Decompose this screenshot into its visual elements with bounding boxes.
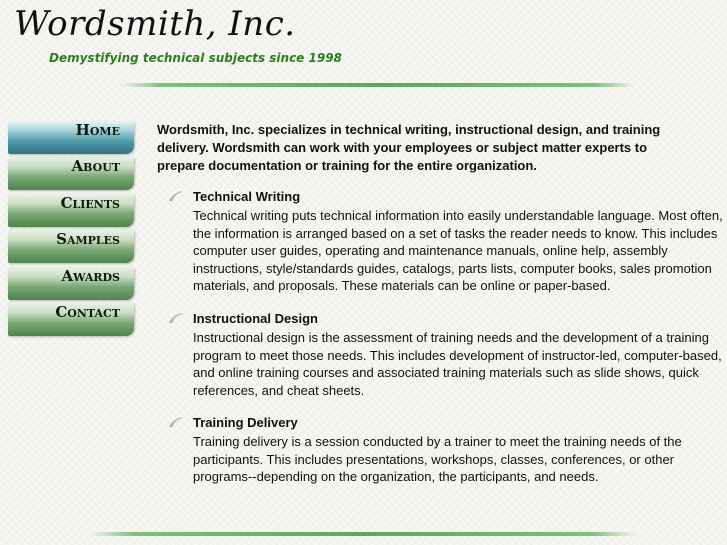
nav-awards-button[interactable] [8, 267, 134, 300]
service-title: Training Delivery [193, 415, 298, 430]
nav-home-label: Home [75, 121, 120, 139]
swoosh-bullet-icon [168, 312, 184, 324]
nav-about-button[interactable] [8, 157, 134, 190]
header-divider [120, 83, 636, 87]
footer-divider [90, 532, 636, 536]
nav-clients-button[interactable] [8, 194, 134, 227]
swoosh-bullet-icon [168, 190, 184, 202]
service-description: Training delivery is a session conducted by a trainer to meet the training needs of the participants. This includes presentations, workshops, classes, conferences, or other programs--depending on the organization, the participants, and needs. [193, 434, 682, 484]
service-description: Instructional design is the assessment of training needs and the development of a training program to meet those needs. This includes development of instructor-led, computer-based, and online training courses and associated training materials such as slide shows, quick references, and cheat sheets. [193, 330, 722, 398]
nav-samples-label: Samples [56, 230, 120, 249]
nav-about-label: About [71, 157, 120, 176]
nav-samples-button[interactable] [8, 230, 134, 263]
nav-contact-button[interactable] [8, 303, 134, 336]
service-title: Instructional Design [193, 311, 318, 326]
nav-awards-label: Awards [61, 266, 120, 285]
intro-paragraph: Wordsmith, Inc. specializes in technical writing, instructional design, and training delivery. Wordsmith can work with your employees or subject matter experts to prepare documentation or training for the entire organization. [157, 122, 661, 173]
service-description: Technical writing puts technical information into easily understandable language. Most often, the information is arranged based on a set of tasks the reader needs to know. This includes computer user guides, operating and maintenance manuals, online help, assembly instructions, style/standards guides, catalogs, parts lists, computer books, sales promotion materials, and proposals. These materials can be online or paper-based. [193, 208, 723, 293]
site-logo[interactable]: Wordsmith, Inc. [14, 4, 296, 44]
nav-clients-label: Clients [60, 193, 120, 212]
nav-contact-label: Contact [55, 302, 120, 321]
service-title: Technical Writing [193, 189, 301, 204]
tagline: Demystifying technical subjects since 1998 [49, 51, 342, 65]
swoosh-bullet-icon [168, 416, 184, 428]
nav-home-button[interactable] [8, 121, 134, 154]
main-nav [8, 121, 134, 339]
